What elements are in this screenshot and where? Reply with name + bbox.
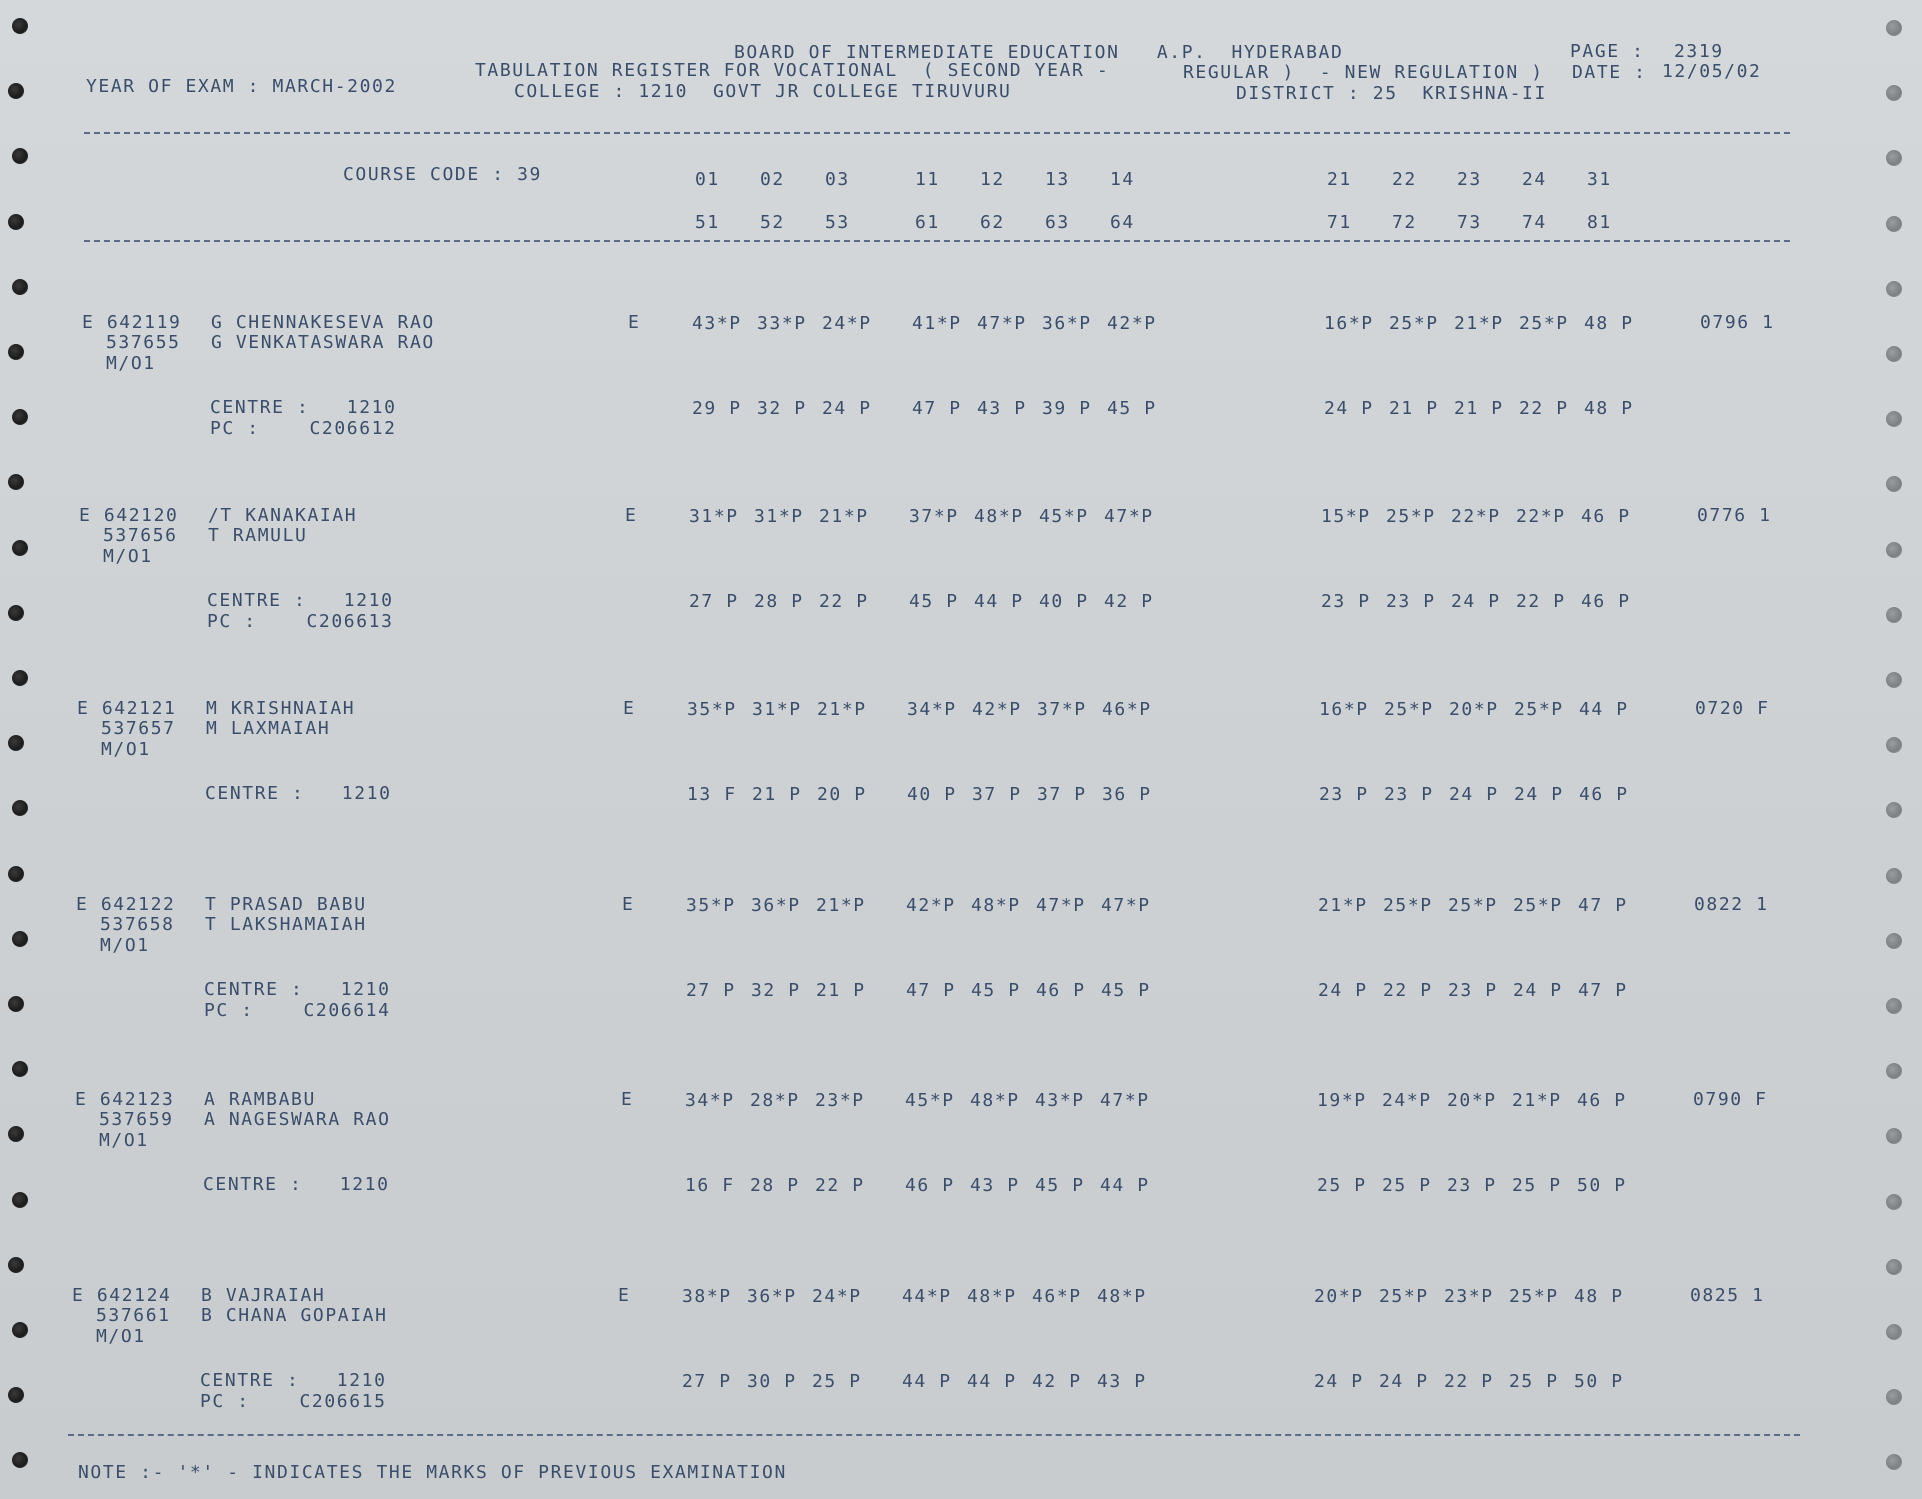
mark-cell: 47 P	[906, 980, 956, 1001]
mark-cell: 23 P	[1386, 591, 1436, 612]
tractor-hole	[1886, 868, 1902, 884]
mark-cell: 50 P	[1577, 1175, 1627, 1196]
language-code: E	[618, 1285, 631, 1306]
mark-cell: 46 P	[905, 1175, 955, 1196]
mark-cell: 21*P	[817, 699, 867, 720]
tractor-hole	[1886, 216, 1902, 232]
mark-cell: 48*P	[974, 506, 1024, 527]
mark-cell: 47 P	[1578, 895, 1628, 916]
total-result: 0790 F	[1693, 1089, 1768, 1110]
column-code: 03	[825, 169, 850, 190]
column-code: 13	[1045, 169, 1070, 190]
medium-code: M/O1	[96, 1326, 146, 1347]
column-code: 21	[1327, 169, 1352, 190]
mark-cell: 46*P	[1032, 1286, 1082, 1307]
tractor-hole	[1886, 346, 1902, 362]
father-name: M LAXMAIAH	[206, 718, 331, 739]
language-code: E	[622, 894, 635, 915]
mark-cell: 21*P	[816, 895, 866, 916]
mark-cell: 48*P	[971, 895, 1021, 916]
centre-code: CENTRE : 1210	[200, 1370, 387, 1391]
mark-cell: 22 P	[1516, 591, 1566, 612]
mark-cell: 31*P	[752, 699, 802, 720]
tractor-hole	[1886, 411, 1902, 427]
total-result: 0825 1	[1690, 1285, 1765, 1306]
candidate-name: T PRASAD BABU	[205, 894, 367, 915]
father-name: A NAGESWARA RAO	[204, 1109, 391, 1130]
mark-cell: 25 P	[1509, 1371, 1559, 1392]
mark-cell: 44 P	[902, 1371, 952, 1392]
mark-cell: 42*P	[972, 699, 1022, 720]
mark-cell: 47*P	[977, 313, 1027, 334]
mark-cell: 35*P	[686, 895, 736, 916]
total-result: 0796 1	[1700, 312, 1775, 333]
column-code: 81	[1587, 212, 1612, 233]
mark-cell: 43*P	[692, 313, 742, 334]
mark-cell: 37*P	[909, 506, 959, 527]
mark-cell: 20*P	[1449, 699, 1499, 720]
tractor-hole	[8, 1257, 24, 1273]
column-code: 02	[760, 169, 785, 190]
roll-number: 537659	[99, 1109, 174, 1130]
roll-number: 537661	[96, 1305, 171, 1326]
mark-cell: 34*P	[685, 1090, 735, 1111]
mark-cell: 25*P	[1519, 313, 1569, 334]
column-code: 74	[1522, 212, 1547, 233]
candidate-name: /T KANAKAIAH	[208, 505, 358, 526]
mark-cell: 23 P	[1448, 980, 1498, 1001]
column-code: 01	[695, 169, 720, 190]
mark-cell: 45 P	[1101, 980, 1151, 1001]
mark-cell: 24 P	[1451, 591, 1501, 612]
mark-cell: 32 P	[757, 398, 807, 419]
mark-cell: 16*P	[1324, 313, 1374, 334]
column-code: 14	[1110, 169, 1135, 190]
roll-number: 537657	[101, 718, 176, 739]
tractor-hole	[12, 148, 28, 164]
mark-cell: 47 P	[912, 398, 962, 419]
mark-cell: 16*P	[1319, 699, 1369, 720]
mark-cell: 37*P	[1037, 699, 1087, 720]
column-code: 22	[1392, 169, 1417, 190]
column-code: 64	[1110, 212, 1135, 233]
mark-cell: 24 P	[1513, 980, 1563, 1001]
mark-cell: 25*P	[1514, 699, 1564, 720]
language-code: E	[621, 1089, 634, 1110]
mark-cell: 21*P	[819, 506, 869, 527]
tractor-hole	[1886, 1259, 1902, 1275]
mark-cell: 23 P	[1319, 784, 1369, 805]
mark-cell: 47*P	[1104, 506, 1154, 527]
mark-cell: 31*P	[689, 506, 739, 527]
mark-cell: 48*P	[1097, 1286, 1147, 1307]
mark-cell: 35*P	[687, 699, 737, 720]
mark-cell: 25*P	[1509, 1286, 1559, 1307]
centre-code: CENTRE : 1210	[207, 590, 394, 611]
mark-cell: 23 P	[1384, 784, 1434, 805]
tractor-hole	[1886, 1128, 1902, 1144]
column-code: 52	[760, 212, 785, 233]
mark-cell: 24 P	[1318, 980, 1368, 1001]
divider-columns	[84, 240, 1790, 242]
divider-top	[84, 132, 1790, 134]
pc-code: PC : C206613	[207, 611, 394, 632]
mark-cell: 47*P	[1100, 1090, 1150, 1111]
mark-cell: 15*P	[1321, 506, 1371, 527]
mark-cell: 21 P	[1389, 398, 1439, 419]
column-code: 71	[1327, 212, 1352, 233]
tractor-hole	[1886, 1194, 1902, 1210]
mark-cell: 39 P	[1042, 398, 1092, 419]
mark-cell: 13 F	[687, 784, 737, 805]
roll-number: 537655	[106, 332, 181, 353]
mark-cell: 36*P	[1042, 313, 1092, 334]
tractor-hole	[8, 83, 24, 99]
mark-cell: 23*P	[1444, 1286, 1494, 1307]
tractor-hole	[1886, 802, 1902, 818]
mark-cell: 22 P	[819, 591, 869, 612]
regulation: REGULAR ) - NEW REGULATION )	[1183, 62, 1544, 83]
centre-code: CENTRE : 1210	[203, 1174, 390, 1195]
tractor-hole	[1886, 85, 1902, 101]
mark-cell: 20*P	[1314, 1286, 1364, 1307]
year-of-exam: YEAR OF EXAM : MARCH-2002	[86, 76, 397, 97]
medium-code: M/O1	[99, 1130, 149, 1151]
tractor-hole	[1886, 1063, 1902, 1079]
tractor-hole	[1886, 1454, 1902, 1470]
mark-cell: 25*P	[1448, 895, 1498, 916]
tractor-hole	[1886, 281, 1902, 297]
tractor-hole	[8, 996, 24, 1012]
registration-number: E 642124	[72, 1285, 172, 1306]
tractor-hole	[8, 474, 24, 490]
mark-cell: 31*P	[754, 506, 804, 527]
tractor-hole	[12, 800, 28, 816]
mark-cell: 44 P	[974, 591, 1024, 612]
mark-cell: 40 P	[1039, 591, 1089, 612]
mark-cell: 46 P	[1581, 506, 1631, 527]
mark-cell: 44 P	[1579, 699, 1629, 720]
right-tractor-holes	[1884, 0, 1914, 1499]
mark-cell: 24 P	[1449, 784, 1499, 805]
column-code: 63	[1045, 212, 1070, 233]
medium-code: M/O1	[100, 935, 150, 956]
tractor-hole	[12, 279, 28, 295]
medium-code: M/O1	[103, 546, 153, 567]
tractor-hole	[1886, 542, 1902, 558]
mark-cell: 30 P	[747, 1371, 797, 1392]
page-label: PAGE :	[1570, 41, 1645, 62]
mark-cell: 27 P	[686, 980, 736, 1001]
column-code: 11	[915, 169, 940, 190]
mark-cell: 48 P	[1584, 313, 1634, 334]
father-name: T RAMULU	[208, 525, 308, 546]
mark-cell: 45 P	[1035, 1175, 1085, 1196]
mark-cell: 25*P	[1386, 506, 1436, 527]
tractor-hole	[1886, 998, 1902, 1014]
mark-cell: 32 P	[751, 980, 801, 1001]
tractor-hole	[12, 1061, 28, 1077]
tractor-hole	[1886, 607, 1902, 623]
mark-cell: 42 P	[1104, 591, 1154, 612]
mark-cell: 46 P	[1579, 784, 1629, 805]
column-code: 73	[1457, 212, 1482, 233]
tractor-hole	[1886, 476, 1902, 492]
mark-cell: 21 P	[752, 784, 802, 805]
tractor-hole	[8, 214, 24, 230]
tractor-hole	[12, 18, 28, 34]
mark-cell: 43 P	[977, 398, 1027, 419]
mark-cell: 21*P	[1318, 895, 1368, 916]
mark-cell: 47*P	[1036, 895, 1086, 916]
pc-code: PC : C206614	[204, 1000, 391, 1021]
tractor-hole	[1886, 737, 1902, 753]
total-result: 0822 1	[1694, 894, 1769, 915]
mark-cell: 37 P	[1037, 784, 1087, 805]
mark-cell: 45 P	[1107, 398, 1157, 419]
mark-cell: 28 P	[754, 591, 804, 612]
candidate-name: M KRISHNAIAH	[206, 698, 356, 719]
tractor-hole	[8, 605, 24, 621]
father-name: B CHANA GOPAIAH	[201, 1305, 388, 1326]
pc-code: PC : C206615	[200, 1391, 387, 1412]
mark-cell: 28*P	[750, 1090, 800, 1111]
mark-cell: 47*P	[1101, 895, 1151, 916]
mark-cell: 22 P	[1519, 398, 1569, 419]
tractor-hole	[8, 344, 24, 360]
mark-cell: 24 P	[822, 398, 872, 419]
mark-cell: 43*P	[1035, 1090, 1085, 1111]
mark-cell: 41*P	[912, 313, 962, 334]
tractor-hole	[12, 1192, 28, 1208]
tractor-hole	[1886, 20, 1902, 36]
mark-cell: 25*P	[1513, 895, 1563, 916]
mark-cell: 43 P	[970, 1175, 1020, 1196]
mark-cell: 36 P	[1102, 784, 1152, 805]
mark-cell: 24 P	[1514, 784, 1564, 805]
tractor-hole	[12, 670, 28, 686]
mark-cell: 20*P	[1447, 1090, 1497, 1111]
tractor-hole	[8, 1126, 24, 1142]
mark-cell: 25 P	[1382, 1175, 1432, 1196]
mark-cell: 22*P	[1451, 506, 1501, 527]
mark-cell: 25*P	[1389, 313, 1439, 334]
course-code: COURSE CODE : 39	[343, 164, 542, 185]
mark-cell: 50 P	[1574, 1371, 1624, 1392]
candidate-name: B VAJRAIAH	[201, 1285, 326, 1306]
pc-code: PC : C206612	[210, 418, 397, 439]
registration-number: E 642122	[76, 894, 176, 915]
footnote: NOTE :- '*' - INDICATES THE MARKS OF PREVIOUS EXAMINATION	[78, 1462, 787, 1483]
registration-number: E 642119	[82, 312, 182, 333]
mark-cell: 23 P	[1447, 1175, 1497, 1196]
mark-cell: 25*P	[1384, 699, 1434, 720]
tractor-hole	[12, 931, 28, 947]
mark-cell: 47 P	[1578, 980, 1628, 1001]
language-code: E	[623, 698, 636, 719]
tractor-hole	[12, 540, 28, 556]
mark-cell: 45 P	[909, 591, 959, 612]
language-code: E	[625, 505, 638, 526]
mark-cell: 20 P	[817, 784, 867, 805]
mark-cell: 22 P	[815, 1175, 865, 1196]
board-title: BOARD OF INTERMEDIATE EDUCATION A.P. HYDERABAD	[734, 42, 1344, 63]
roll-number: 537656	[103, 525, 178, 546]
divider-bottom	[68, 1434, 1800, 1436]
column-code: 24	[1522, 169, 1547, 190]
mark-cell: 36*P	[747, 1286, 797, 1307]
mark-cell: 21 P	[816, 980, 866, 1001]
mark-cell: 36*P	[751, 895, 801, 916]
registration-number: E 642123	[75, 1089, 175, 1110]
mark-cell: 27 P	[689, 591, 739, 612]
mark-cell: 44 P	[967, 1371, 1017, 1392]
mark-cell: 24*P	[812, 1286, 862, 1307]
father-name: T LAKSHAMAIAH	[205, 914, 367, 935]
total-result: 0776 1	[1697, 505, 1772, 526]
tractor-hole	[1886, 1389, 1902, 1405]
mark-cell: 22 P	[1444, 1371, 1494, 1392]
date-label: DATE :	[1572, 62, 1647, 83]
mark-cell: 42*P	[906, 895, 956, 916]
tractor-hole	[8, 1387, 24, 1403]
mark-cell: 23*P	[815, 1090, 865, 1111]
mark-cell: 43 P	[1097, 1371, 1147, 1392]
column-code: 23	[1457, 169, 1482, 190]
college-line: COLLEGE : 1210 GOVT JR COLLEGE TIRUVURU	[514, 81, 1012, 102]
mark-cell: 19*P	[1317, 1090, 1367, 1111]
mark-cell: 27 P	[682, 1371, 732, 1392]
mark-cell: 48 P	[1574, 1286, 1624, 1307]
mark-cell: 42*P	[1107, 313, 1157, 334]
medium-code: M/O1	[101, 739, 151, 760]
candidate-name: G CHENNAKESEVA RAO	[211, 312, 435, 333]
mark-cell: 46 P	[1036, 980, 1086, 1001]
mark-cell: 25 P	[1317, 1175, 1367, 1196]
column-code: 51	[695, 212, 720, 233]
column-code: 72	[1392, 212, 1417, 233]
mark-cell: 45*P	[1039, 506, 1089, 527]
mark-cell: 48 P	[1584, 398, 1634, 419]
mark-cell: 48*P	[970, 1090, 1020, 1111]
column-code: 62	[980, 212, 1005, 233]
tractor-hole	[12, 409, 28, 425]
candidate-name: A RAMBABU	[204, 1089, 316, 1110]
column-code: 12	[980, 169, 1005, 190]
mark-cell: 44*P	[902, 1286, 952, 1307]
mark-cell: 45 P	[971, 980, 1021, 1001]
centre-code: CENTRE : 1210	[204, 979, 391, 1000]
registration-number: E 642120	[79, 505, 179, 526]
tractor-hole	[1886, 150, 1902, 166]
mark-cell: 46 P	[1577, 1090, 1627, 1111]
mark-cell: 22*P	[1516, 506, 1566, 527]
tractor-hole	[8, 735, 24, 751]
mark-cell: 48*P	[967, 1286, 1017, 1307]
tractor-hole	[1886, 672, 1902, 688]
mark-cell: 28 P	[750, 1175, 800, 1196]
mark-cell: 21 P	[1454, 398, 1504, 419]
mark-cell: 21*P	[1512, 1090, 1562, 1111]
total-result: 0720 F	[1695, 698, 1770, 719]
mark-cell: 25*P	[1383, 895, 1433, 916]
tractor-hole	[8, 866, 24, 882]
mark-cell: 21*P	[1454, 313, 1504, 334]
medium-code: M/O1	[106, 353, 156, 374]
mark-cell: 24 P	[1324, 398, 1374, 419]
father-name: G VENKATASWARA RAO	[211, 332, 435, 353]
mark-cell: 24*P	[1382, 1090, 1432, 1111]
language-code: E	[628, 312, 641, 333]
tractor-hole	[1886, 1324, 1902, 1340]
mark-cell: 24 P	[1379, 1371, 1429, 1392]
mark-cell: 42 P	[1032, 1371, 1082, 1392]
mark-cell: 25 P	[812, 1371, 862, 1392]
centre-code: CENTRE : 1210	[210, 397, 397, 418]
mark-cell: 46*P	[1102, 699, 1152, 720]
roll-number: 537658	[100, 914, 175, 935]
mark-cell: 24*P	[822, 313, 872, 334]
date-value: 12/05/02	[1662, 61, 1762, 82]
mark-cell: 37 P	[972, 784, 1022, 805]
mark-cell: 44 P	[1100, 1175, 1150, 1196]
district-line: DISTRICT : 25 KRISHNA-II	[1236, 83, 1547, 104]
column-code: 61	[915, 212, 940, 233]
register-title: TABULATION REGISTER FOR VOCATIONAL ( SECOND YEAR -	[475, 60, 1110, 81]
page-number: 2319	[1674, 41, 1724, 62]
mark-cell: 16 F	[685, 1175, 735, 1196]
left-tractor-holes	[8, 0, 38, 1499]
mark-cell: 29 P	[692, 398, 742, 419]
mark-cell: 46 P	[1581, 591, 1631, 612]
mark-cell: 34*P	[907, 699, 957, 720]
column-code: 53	[825, 212, 850, 233]
mark-cell: 40 P	[907, 784, 957, 805]
mark-cell: 23 P	[1321, 591, 1371, 612]
mark-cell: 33*P	[757, 313, 807, 334]
mark-cell: 25*P	[1379, 1286, 1429, 1307]
mark-cell: 25 P	[1512, 1175, 1562, 1196]
tractor-hole	[1886, 933, 1902, 949]
mark-cell: 38*P	[682, 1286, 732, 1307]
tractor-hole	[12, 1322, 28, 1338]
column-code: 31	[1587, 169, 1612, 190]
mark-cell: 24 P	[1314, 1371, 1364, 1392]
mark-cell: 22 P	[1383, 980, 1433, 1001]
centre-code: CENTRE : 1210	[205, 783, 392, 804]
mark-cell: 45*P	[905, 1090, 955, 1111]
tractor-hole	[12, 1452, 28, 1468]
registration-number: E 642121	[77, 698, 177, 719]
